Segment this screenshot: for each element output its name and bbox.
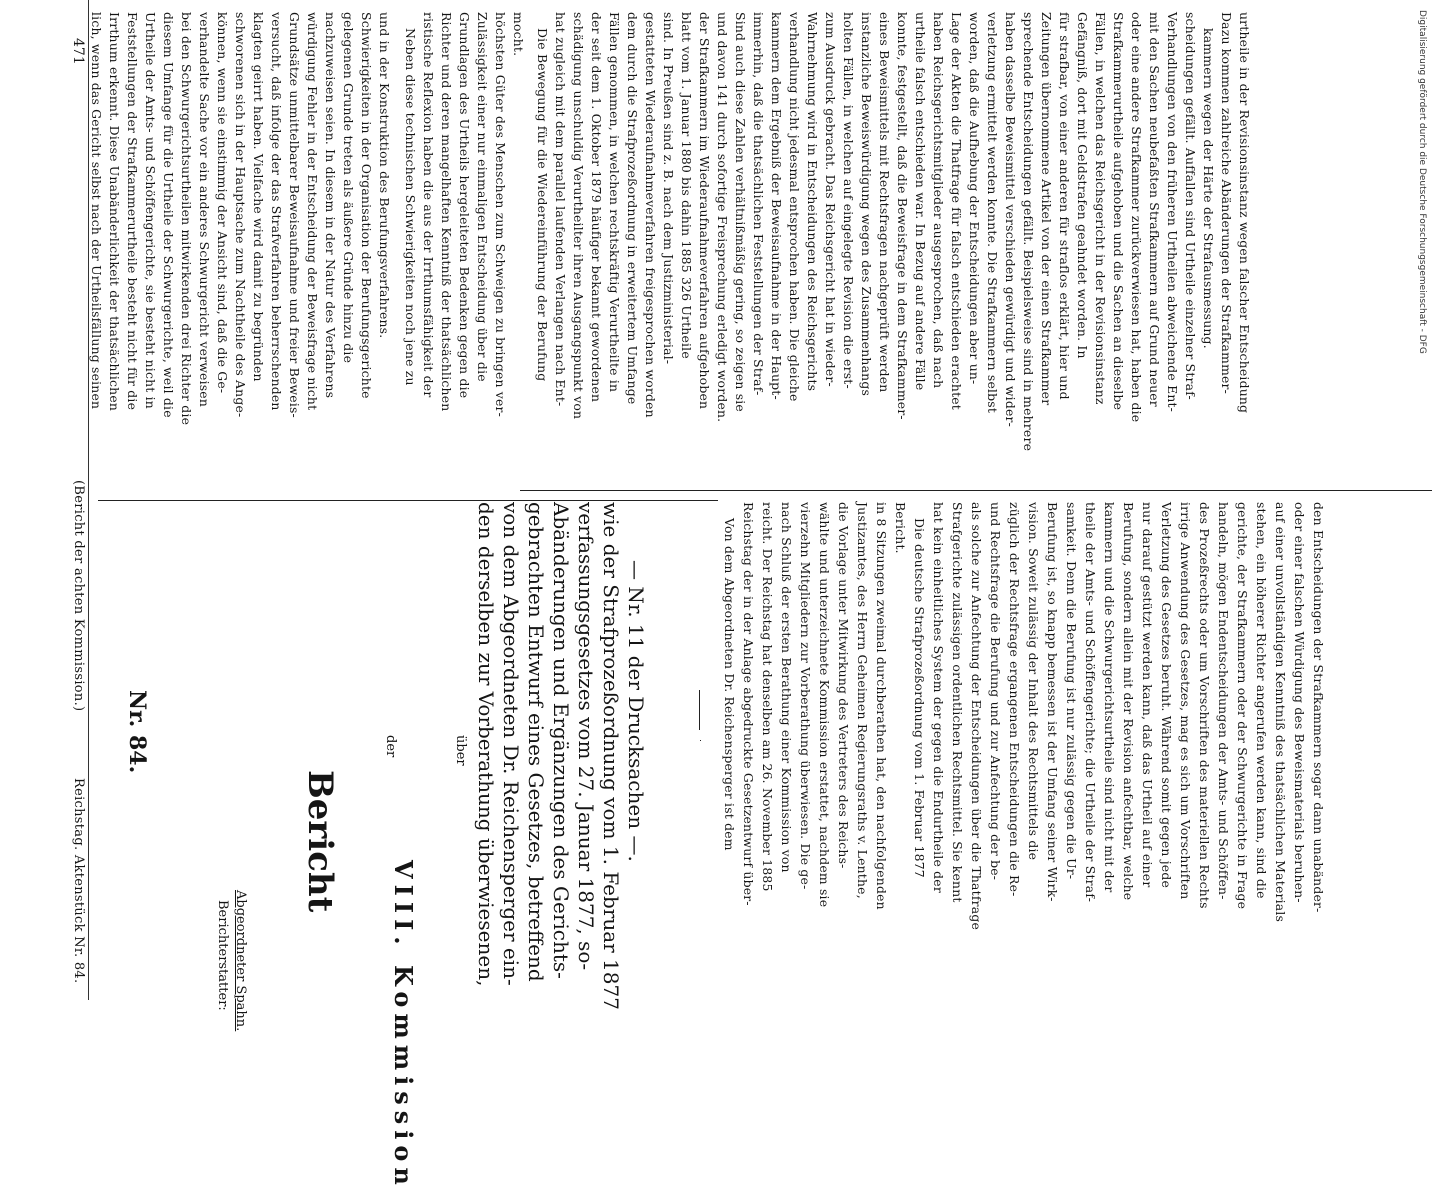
subject-line: wie der Strafprozeßordnung vom 1. Februar 1877 <box>599 502 623 1010</box>
right-line: worden, daß die Aufhebung der Entscheidungen aber un- <box>967 12 982 385</box>
right-line: Feststellungen der Strafkammerurtheile besteht nicht für die <box>125 12 140 411</box>
title-der: der <box>383 735 398 758</box>
left-line: Strafgerichte zulässigen ordentlichen Rechtsmittel. Sie kennt <box>950 502 965 903</box>
reporter-label: Berichterstatter: <box>215 900 230 1011</box>
right-line: Lage der Akten die Thatfrage für falsch entschieden erachtet <box>949 12 964 410</box>
right-line: scheidungen gefällt. Auffallen sind Urtheile einzelner Straf- <box>1183 12 1198 400</box>
right-line: immerhin, daß die thatsächlichen Feststellungen der Straf- <box>751 12 766 396</box>
right-line: Wahrnehmung wird in Entscheidungen des Reichsgerichts <box>805 12 820 392</box>
left-line: oder einer falschen Würdigung des Beweismaterials beruhen- <box>1292 502 1307 903</box>
right-line: klagten geirrt haben. Vielfache wird damit zu begründen <box>251 12 266 382</box>
subject-line: Abänderungen und Ergänzungen des Gerichts- <box>549 502 573 979</box>
subject-line: — Nr. 11 der Drucksachen —. <box>624 560 648 862</box>
right-line: Sind auch diese Zahlen verhältnißmäßig gering, so zeigen sie <box>733 12 748 412</box>
left-line: theile der Amts- und Schöffengerichte; die Urtheile der Straf- <box>1083 502 1098 903</box>
right-line: Schwierigkeiten in der Organisation der Berufungsgerichte <box>359 12 374 399</box>
right-line: schädigung unschuldig Verurtheilter ihren Ausgangspunkt von <box>571 12 586 420</box>
left-line: gerichte, der Strafkammern oder der Schwurgerichte in Frage <box>1235 502 1250 910</box>
right-line: und in der Konstruktion des Berufungsverfahrens. <box>377 12 392 339</box>
subject-line: verfassungsgesetzes vom 27. Januar 1877, so- <box>574 502 598 971</box>
right-line: würdigung Fehler in der Entscheidung der Beweisfrage nicht <box>305 12 320 411</box>
report-title: Bericht <box>300 770 340 913</box>
left-line: Justizamtes, des Herrn Geheimen Regierungsraths v. Lenthe, <box>855 502 870 899</box>
right-line: Neben diese technischen Schwierigkeiten noch jene zu <box>403 28 418 386</box>
right-line: haben Reichsgerichtsmitglieder ausgesprochen, daß nach <box>931 12 946 389</box>
left-line: vision. Soweit zulässig der Inhalt des Rechtsmittels die <box>1026 502 1041 861</box>
right-line: Urtheile der Amts- und Schöffengerichte, sie besteht nicht in <box>143 12 158 409</box>
right-line: der seit dem 1. Oktober 1879 häufiger bekannt gewordenen <box>589 12 604 403</box>
left-line: züglich der Rechtsfrage ergangenen Entscheidungen die Re- <box>1007 502 1022 897</box>
left-line: in 8 Sitzungen zweimal durchberathen hat, den nachfolgenden <box>874 502 889 910</box>
running-header-left: Reichstag. Aktenstück Nr. 84. <box>71 778 86 984</box>
right-line: dem durch die Strafprozeßordnung in erweitertem Umfange <box>625 12 640 405</box>
section-separator-line <box>699 690 700 730</box>
right-line: lich, wenn das Gericht selbst nach der Urtheilsfällung seinen <box>89 12 104 410</box>
left-line: irrige Anwendung des Gesetzes, mag es sich um Vorschriften <box>1178 502 1193 900</box>
reporter-name: Abgeordneter Spahn. <box>233 890 248 1032</box>
right-line: hat zugleich mit dem parallel laufenden Verlangen nach Ent- <box>553 12 568 407</box>
left-line: den Entscheidungen der Strafkammern sogar dann unabänder- <box>1311 502 1326 913</box>
right-line: zum Ausdruck gebracht. Das Reichsgericht hat in wieder- <box>823 12 838 387</box>
right-line: Grundlagen des Urtheils hergeleiteten Bedenken gegen die <box>457 12 472 399</box>
left-line: Berufung ist, so knapp bemessen ist der Umfang seiner Wirk- <box>1045 502 1060 902</box>
right-line: kammern dem Ergebniß der Beweisaufnahme in der Haupt- <box>769 12 784 400</box>
left-line: samkeit. Denn die Berufung ist nur zulässig gegen die Ur- <box>1064 502 1079 880</box>
right-line: Die Bewegung für die Wiedereinführung der Berufung <box>535 28 550 382</box>
page-number: 471 <box>70 38 86 65</box>
right-line: sind. In Preußen sind z. B. nach dem Justizministerial- <box>661 12 676 365</box>
left-line: auf einer unvollständigen Kenntniß des thatsächlichen Materials <box>1273 502 1288 923</box>
right-line: Richter und deren mangelhaften Kenntniß der thatsächlichen <box>439 12 454 412</box>
right-line: urtheile falsch entschieden war. In Bezug auf andere Fälle <box>913 12 928 391</box>
left-line: des Prozeßrechts oder um Vorschriften des materiellen Rechts <box>1197 502 1212 909</box>
right-line: Grundsätze unmittelbarer Beweisaufnahme und freier Beweis- <box>287 12 302 418</box>
left-line: hat kein einheitliches System der gegen die Endurtheile der <box>931 502 946 893</box>
right-line: Gefängniß, dort mit Geldstrafen geahndet worden. In <box>1075 12 1090 359</box>
right-line: versucht, daß infolge der das Strafverfahren beherrschenden <box>269 12 284 411</box>
right-line: mocht. <box>511 12 526 57</box>
right-line: oder eine andere Strafkammer zurückverwiesen hat, haben die <box>1129 12 1144 423</box>
right-line: diesem Umfange für die Urtheile der Schwurgerichte, weil die <box>161 12 176 418</box>
right-line: Zeitungen übernommene Artikel von der einen Strafkammer <box>1039 12 1054 406</box>
left-line: kammern und die Schwurgerichtsurtheile sind nicht mit der <box>1102 502 1117 893</box>
right-line: verletzung ermittelt werden konnte. Die Strafkammern selbst <box>985 12 1000 414</box>
right-line: konnte, festgestellt, daß die Beweisfrage in dem Strafkammer- <box>895 12 910 420</box>
right-line: mit den Sachen neubefaßten Strafkammern auf Grund neuer <box>1147 12 1162 407</box>
running-header-right: (Bericht der achten Kommission.) <box>71 480 86 712</box>
column-divider-left <box>98 500 718 501</box>
right-line: nachzuweisen seien. In diesem in der Natur des Verfahrens <box>323 12 338 399</box>
commission-title: VIII. Kommission <box>389 860 418 1191</box>
subject-line: gebrachten Entwurf eines Gesetzes, betreffend <box>524 502 548 982</box>
right-line: gelegenen Grunde treten als äußere Gründe hinzu die <box>341 12 356 364</box>
right-line: für strafbar, von einer anderen für straflos erklärt, hier und <box>1057 12 1072 400</box>
right-line: eines Beweismittels mit Rechtsfragen nachgeprüft werden <box>877 12 892 393</box>
right-line: sprechende Entscheidungen gefällt. Beispielsweise sind in mehrere <box>1021 12 1036 452</box>
left-line: Berufung, sondern allein mit der Revision anfechtbar, welche <box>1121 502 1136 901</box>
right-line: verhandelte Sache vor ein anderes Schwurgericht verweisen <box>197 12 212 408</box>
left-line: reicht. Der Reichstag hat denselben am 26. November 1885 <box>760 502 775 892</box>
right-line: und davon 141 durch sofortige Freisprechung erledigt worden. <box>715 12 730 423</box>
right-line: schworenen sich in der Hauptsache zum Nachtheile des Ange- <box>233 12 248 418</box>
right-line: ristische Reflexion haben die aus der Irrthumsfähigkeit der <box>421 12 436 398</box>
right-line: Zulässigkeit einer nur einmaligen Entscheidung über die <box>475 12 490 382</box>
subject-line: von dem Abgeordneten Dr. Reichensperger ein- <box>499 502 523 986</box>
left-line: als solche zur Anfechtung der Entscheidungen über die Thatfrage <box>969 502 984 930</box>
right-line: bei den Schwurgerichtsurtheilen mitwirkenden drei Richter die <box>179 12 194 426</box>
right-line: Strafkammerurtheile aufgehoben und die Sachen an dieselbe <box>1111 12 1126 411</box>
left-line: und Rechtsfrage die Berufung und zur Anfechtung der be- <box>988 502 1003 881</box>
right-line: Fällen genommen, in welchen rechtskräftig Verurtheilte in <box>607 12 622 393</box>
right-line: Irrthum erkennt. Diese Unabänderlichkeit der thatsächlichen <box>107 12 122 412</box>
right-line: instanzliche Beweiswürdigung wegen des Zusammenhangs <box>859 12 874 397</box>
left-line: wählte und unterzeichnete Kommission erstattet, nachdem sie <box>817 502 832 908</box>
right-line: haben dasselbe Beweismittel verschieden gewürdigt und wider- <box>1003 12 1018 427</box>
right-line: Verhandlungen von den früheren Urtheilen abweichende Ent- <box>1165 12 1180 413</box>
report-number: Nr. 84. <box>124 690 150 774</box>
subject-line: den derselben zur Vorberathung überwiesenen, <box>474 502 498 987</box>
left-line: handeln, mögen Endentscheidungen der Amts- und Schöffen- <box>1216 502 1231 900</box>
right-line: können, wenn sie einstimmig der Ansicht sind, daß die Ge- <box>215 12 230 394</box>
section-separator <box>700 740 701 741</box>
right-line: holten Fällen, in welchen auf eingelegte Revision die erst- <box>841 12 856 389</box>
right-line: kammern wegen der Härte der Strafausmessung. <box>1201 28 1216 349</box>
right-line: der Strafkammern im Wiederaufnahmeverfahren aufgehoben <box>697 12 712 410</box>
left-line: Bericht. <box>893 502 908 554</box>
left-line: Von dem Abgeordneten Dr. Reichensperger ist dem <box>722 518 737 851</box>
right-line: urtheile in der Revisionsinstanz wegen falscher Entscheidung <box>1237 12 1252 414</box>
right-line: Fällen, in welchen das Reichsgericht in der Revisionsinstanz <box>1093 12 1108 405</box>
right-line: gestatteten Wiederaufnahmeverfahren freigesprochen worden <box>643 12 658 418</box>
right-line: Dazu kommen zahlreiche Abänderungen der Strafkammer- <box>1219 12 1234 395</box>
left-line: Reichstag der in der Anlage abgedruckte Gesetzentwurf über- <box>741 502 756 906</box>
left-line: stehen, ein höherer Richter angerufen werden kann, sind die <box>1254 502 1269 899</box>
left-line: die Vorlage unter Mitwirkung des Vertreters des Reichs- <box>836 502 851 869</box>
title-ueber: über <box>453 735 468 766</box>
left-line: Verletzung des Gesetzes beruht. Während somit gegen jede <box>1159 502 1174 888</box>
dfg-credit: Digitalisierung gefördert durch die Deutsche Forschungsgemeinschaft - DFG <box>1417 10 1427 354</box>
right-line: verhandlung nicht jedesmal entsprochen haben. Die gleiche <box>787 12 802 402</box>
right-line: blatt vom 1. Januar 1880 bis dahin 1885 326 Urtheile <box>679 12 694 359</box>
left-line: nach Schluß der ersten Berathung einer Kommission von <box>779 502 794 873</box>
left-line: vierzehn Mitgliedern zur Vorberathung überwiesen. Die ge- <box>798 502 813 890</box>
column-divider-right <box>520 490 1432 491</box>
left-line: Die deutsche Strafprozeßordnung vom 1. Februar 1877 <box>912 518 927 878</box>
left-line: nur darauf gestützt werden kann, daß das Urtheil auf einer <box>1140 502 1155 888</box>
right-line: höchsten Güter des Menschen zum Schweigen zu bringen ver- <box>493 12 508 418</box>
